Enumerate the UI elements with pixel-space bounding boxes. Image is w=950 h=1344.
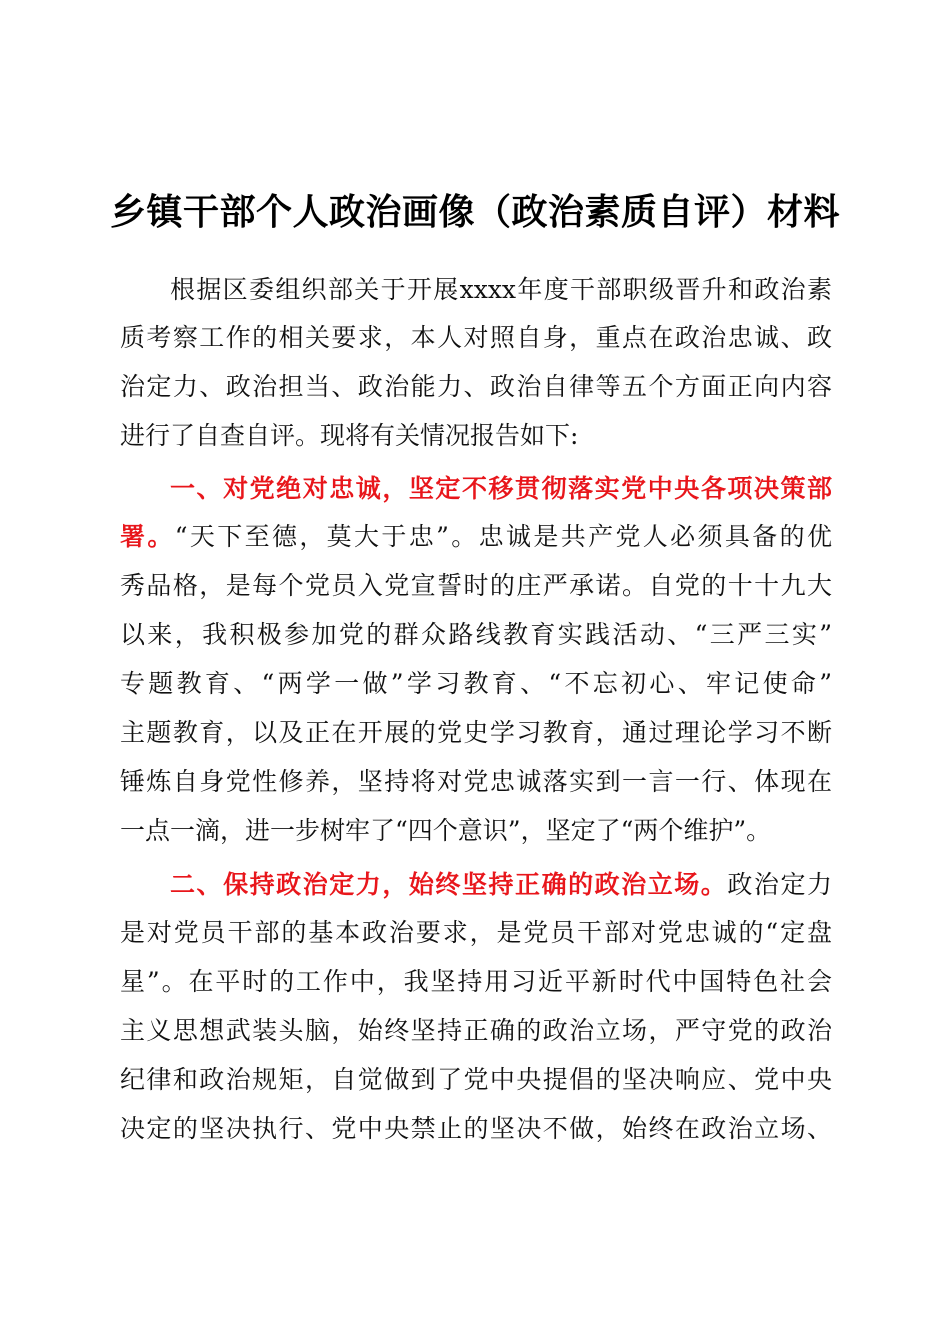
paragraph-line: 星”。在平时的工作中，我坚持用习近平新时代中国特色社会 <box>120 967 832 996</box>
document-title: 乡镇干部个人政治画像（政治素质自评）材料 <box>109 191 840 233</box>
paragraph-line: 主义思想武装头脑，始终坚持正确的政治立场，严守党的政治 <box>120 1016 832 1045</box>
paragraph-line: 一点一滴，进一步树牢了“四个意识”，坚定了“两个维护”。 <box>120 816 772 845</box>
section-heading-1-end: 署。 <box>120 522 175 551</box>
paragraph-text: “天下至德，莫大于忠”。忠诚是共产党人必须具备的优 <box>174 522 832 551</box>
paragraph-line: 决定的坚决执行、党中央禁止的坚决不做，始终在政治立场、 <box>120 1114 832 1143</box>
paragraph-line: 锤炼自身党性修养，坚持将对党忠诚落实到一言一行、体现在 <box>120 767 832 796</box>
paragraph-line: 纪律和政治规矩，自觉做到了党中央提倡的坚决响应、党中央 <box>120 1065 832 1094</box>
paragraph-line: 主题教育，以及正在开展的党史学习教育，通过理论学习不断 <box>120 718 832 747</box>
paragraph-text: 政治定力 <box>727 870 832 899</box>
paragraph-line: 质考察工作的相关要求，本人对照自身，重点在政治忠诚、政 <box>120 323 832 352</box>
paragraph-line: 治定力、政治担当、政治能力、政治自律等五个方面正向内容 <box>120 372 832 401</box>
paragraph-line: 是对党员干部的基本政治要求，是党员干部对党忠诚的“定盘 <box>120 918 832 947</box>
paragraph-line: 以来，我积极参加党的群众路线教育实践活动、“三严三实” <box>120 620 832 649</box>
paragraph-line: 专题教育、“两学一做”学习教育、“不忘初心、牢记使命” <box>120 669 832 698</box>
paragraph-line <box>170 870 832 900</box>
section-heading-1: 一、对党绝对忠诚，坚定不移贯彻落实党中央各项决策部 <box>170 474 832 503</box>
paragraph-line: 秀品格，是每个党员入党宣誓时的庄严承诺。自党的十十九大 <box>120 571 832 600</box>
section-heading-2: 二、保持政治定力，始终坚持正确的政治立场。 <box>170 870 728 899</box>
paragraph-line <box>120 522 832 552</box>
paragraph-line: 根据区委组织部关于开展xxxx年度干部职级晋升和政治素 <box>170 275 832 304</box>
paragraph-line: 进行了自查自评。现将有关情况报告如下: <box>120 421 579 450</box>
